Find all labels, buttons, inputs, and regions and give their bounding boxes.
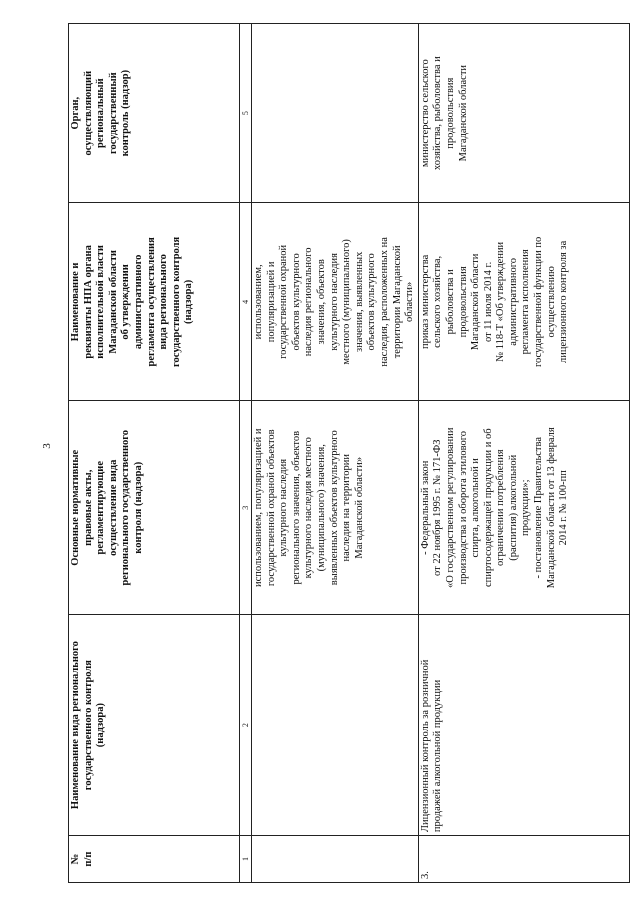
- text-line: государственный: [107, 72, 119, 155]
- table-header-row: [69, 24, 240, 883]
- text-line: продукции»;: [520, 479, 532, 537]
- text-line: (муниципального) значения,: [315, 444, 327, 572]
- text-line: государственной охраной объектов: [265, 429, 277, 587]
- text-line: производства и оборота этилового: [457, 430, 469, 585]
- text-line: наследия на территории: [341, 453, 353, 562]
- text-line: (надзора): [183, 279, 195, 324]
- regulation-cell: [418, 203, 629, 401]
- text-line: продовольствия: [457, 266, 469, 338]
- normative-acts-cell: [418, 401, 629, 615]
- text-line: (распития) алкогольной: [507, 454, 519, 561]
- text-line: - Федеральный закон: [419, 460, 431, 555]
- text-line: спирта, алкогольной и: [470, 458, 482, 558]
- text-line: 2014 г. № 100-пп: [558, 470, 570, 546]
- text-line: осуществление вида: [107, 459, 119, 556]
- text-line: регламента осуществления: [145, 237, 157, 367]
- header-authority-cell: [69, 24, 240, 203]
- text-line: Орган,: [70, 96, 81, 130]
- text-line: вида регионального: [158, 254, 170, 350]
- text-line: государственного контроля: [82, 660, 94, 791]
- continuation-kind-cell: [252, 615, 419, 836]
- text-line: №: [70, 853, 81, 865]
- text-line: административного: [132, 254, 144, 350]
- text-line: культурного наследия местного: [303, 437, 315, 579]
- text-line: государственной охраной: [278, 244, 290, 359]
- text-line: осуществлению: [545, 266, 557, 338]
- text-line: - постановление Правительства: [533, 437, 545, 579]
- text-line: наследия, расположенных на: [378, 237, 390, 367]
- text-line: административного: [507, 257, 519, 346]
- header-regulation-cell: [69, 203, 240, 401]
- text-line: осуществляющий: [82, 70, 94, 156]
- text-line: Магаданской области от 13 февраля: [545, 427, 557, 589]
- page-number: 3: [41, 443, 53, 449]
- row-number-cell: 3.: [418, 836, 629, 883]
- column-number: 4: [240, 203, 252, 401]
- text-line: Магаданской области: [470, 253, 482, 351]
- text-line: регламентирующие: [95, 461, 107, 555]
- text-line: (надзора): [95, 702, 107, 748]
- text-line: использованием,: [253, 264, 264, 340]
- text-line: от 11 июля 2014 г.: [482, 261, 494, 343]
- column-number: 1: [240, 836, 252, 883]
- text-line: «О государственном регулировании: [444, 427, 456, 588]
- text-line: регламента исполнения: [520, 249, 532, 355]
- header-normative-acts-cell: [69, 401, 240, 615]
- text-line: реквизиты НПА органа: [82, 245, 94, 359]
- text-line: объектов культурного: [366, 253, 378, 351]
- header-number-cell: [69, 836, 240, 883]
- control-kind-cell: [418, 615, 629, 836]
- text-line: контроль (надзор): [120, 69, 132, 157]
- text-line: территории Магаданской: [391, 245, 403, 359]
- text-line: регионального государственного: [120, 429, 132, 586]
- text-line: регионального значения, объектов: [290, 430, 302, 585]
- table-row: [418, 24, 629, 883]
- column-number-row: [240, 24, 252, 883]
- text-line: выявленных объектов культурного: [328, 430, 340, 586]
- text-line: лицензионного контроля за: [558, 240, 570, 363]
- table-row: [252, 24, 419, 883]
- text-line: правовые акты,: [82, 469, 94, 546]
- column-number: 2: [240, 615, 252, 836]
- text-line: Наименование вида регионального: [70, 641, 81, 810]
- rotated-page-content: [68, 23, 621, 883]
- text-line: контроля (надзора): [132, 461, 144, 554]
- text-line: использованием, популяризацией и: [253, 428, 264, 587]
- continuation-regulation-cell: [252, 203, 419, 401]
- text-line: продовольствия: [444, 77, 456, 149]
- text-line: Основные нормативные: [70, 449, 81, 566]
- text-line: продажей алкогольной продукции: [432, 679, 444, 833]
- text-line: области»: [404, 281, 416, 323]
- text-line: культурного наследия: [278, 458, 290, 557]
- continuation-number-cell: [252, 836, 419, 883]
- text-line: государственного контроля: [170, 236, 182, 367]
- text-line: значения, выявленных: [353, 251, 365, 353]
- text-line: наследия регионального: [303, 247, 315, 357]
- text-line: от 22 ноября 1995 г. № 171-ФЗ: [432, 439, 444, 576]
- text-line: Магаданской области: [457, 64, 469, 162]
- text-line: региональный: [95, 78, 107, 149]
- text-line: Магаданской области»: [353, 456, 365, 559]
- column-number: 3: [240, 401, 252, 615]
- text-line: спиртосодержащей продукции и об: [482, 428, 494, 588]
- text-line: значения, объектов: [315, 259, 327, 345]
- text-line: популяризацией и: [265, 261, 277, 343]
- authority-cell: [418, 24, 629, 203]
- column-number: 5: [240, 24, 252, 203]
- text-line: государственной функции по: [533, 236, 545, 368]
- text-line: сельского хозяйства,: [432, 255, 444, 348]
- text-line: исполнительной власти: [95, 245, 107, 359]
- text-line: п/п: [82, 851, 94, 867]
- text-line: Лицензионный контроль за розничной: [419, 659, 431, 833]
- header-control-kind-cell: [69, 615, 240, 836]
- text-line: Магаданской области: [107, 250, 119, 354]
- text-line: приказ министерства: [419, 254, 431, 349]
- text-line: ограничении потребления: [495, 449, 507, 567]
- text-line: Наименование и: [70, 262, 81, 342]
- text-line: местного (муниципального): [341, 239, 353, 365]
- text-line: № 118-Т «Об утверждении: [495, 241, 507, 362]
- text-line: объектов культурного: [290, 253, 302, 351]
- text-line: рыболовства и: [444, 269, 456, 335]
- text-line: культурного наследия: [328, 253, 340, 351]
- text-line: об утверждении: [120, 264, 132, 340]
- regulation-table: [68, 23, 630, 883]
- text-line: хозяйства, рыболовства и: [432, 56, 444, 171]
- continuation-authority-cell: [252, 24, 419, 203]
- text-line: министерство сельского: [419, 59, 431, 168]
- continuation-acts-cell: [252, 401, 419, 615]
